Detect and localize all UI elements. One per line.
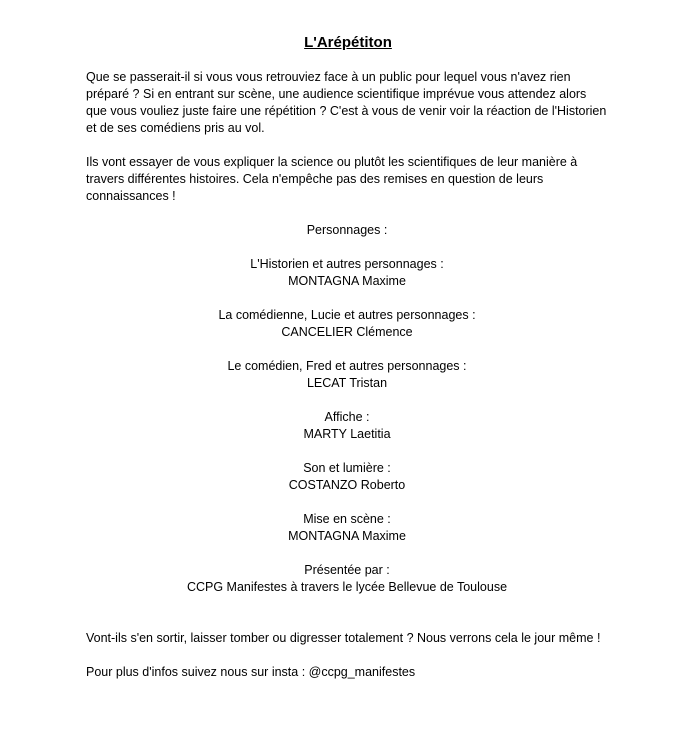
credit-role: Mise en scène :	[303, 512, 391, 526]
credit-affiche	[86, 409, 608, 443]
credit-historien	[86, 256, 608, 290]
spacer	[86, 647, 608, 664]
credit-name: COSTANZO Roberto	[288, 478, 406, 492]
credit-role: Affiche :	[324, 410, 370, 424]
credit-role: La comédienne, Lucie et autres personnages :	[218, 308, 476, 322]
credit-name: MONTAGNA Maxime	[288, 274, 406, 288]
intro-paragraph-2: Ils vont essayer de vous expliquer la science ou plutôt les scientifiques de leur manière à travers différentes histoires. Cela n'empêche pas des remises en question de leurs connaissances !	[86, 155, 578, 203]
cast-heading: Personnages :	[306, 223, 388, 237]
credit-role: Présentée par :	[304, 563, 390, 577]
document-content	[86, 34, 608, 681]
credit-son-lumiere	[86, 460, 608, 494]
credit-comedien	[86, 358, 608, 392]
credit-name: CCPG Manifestes à travers le lycée Bellevue de Toulouse	[186, 580, 508, 594]
credit-comedienne	[86, 307, 608, 341]
spacer	[86, 137, 608, 154]
credit-mise-en-scene	[86, 511, 608, 545]
credit-name: CANCELIER Clémence	[281, 325, 413, 339]
credit-name: LECAT Tristan	[306, 376, 388, 390]
spacer	[86, 205, 608, 222]
credit-role: L'Historien et autres personnages :	[250, 257, 444, 271]
credit-presentee-par	[86, 562, 608, 596]
credit-name: MARTY Laetitia	[303, 427, 391, 441]
document-title: L'Arépétiton	[304, 34, 392, 51]
credit-name: MONTAGNA Maxime	[288, 529, 406, 543]
instagram-info: Pour plus d'infos suivez nous sur insta : @ccpg_manifestes	[86, 665, 416, 679]
credit-role: Le comédien, Fred et autres personnages :	[227, 359, 467, 373]
spacer	[86, 613, 608, 630]
credit-role: Son et lumière :	[303, 461, 391, 475]
closing-paragraph: Vont-ils s'en sortir, laisser tomber ou digresser totalement ? Nous verrons cela le jour même !	[86, 631, 601, 645]
intro-paragraph-1: Que se passerait-il si vous vous retrouviez face à un public pour lequel vous n'avez rien préparé ? Si en entrant sur scène, une audience scientifique imprévue vous attendez alors que vous vouliez juste faire une répétition ? C'est à vous de venir voir la réaction de l'Historien et de ses comédiens pris au vol.	[86, 70, 607, 135]
